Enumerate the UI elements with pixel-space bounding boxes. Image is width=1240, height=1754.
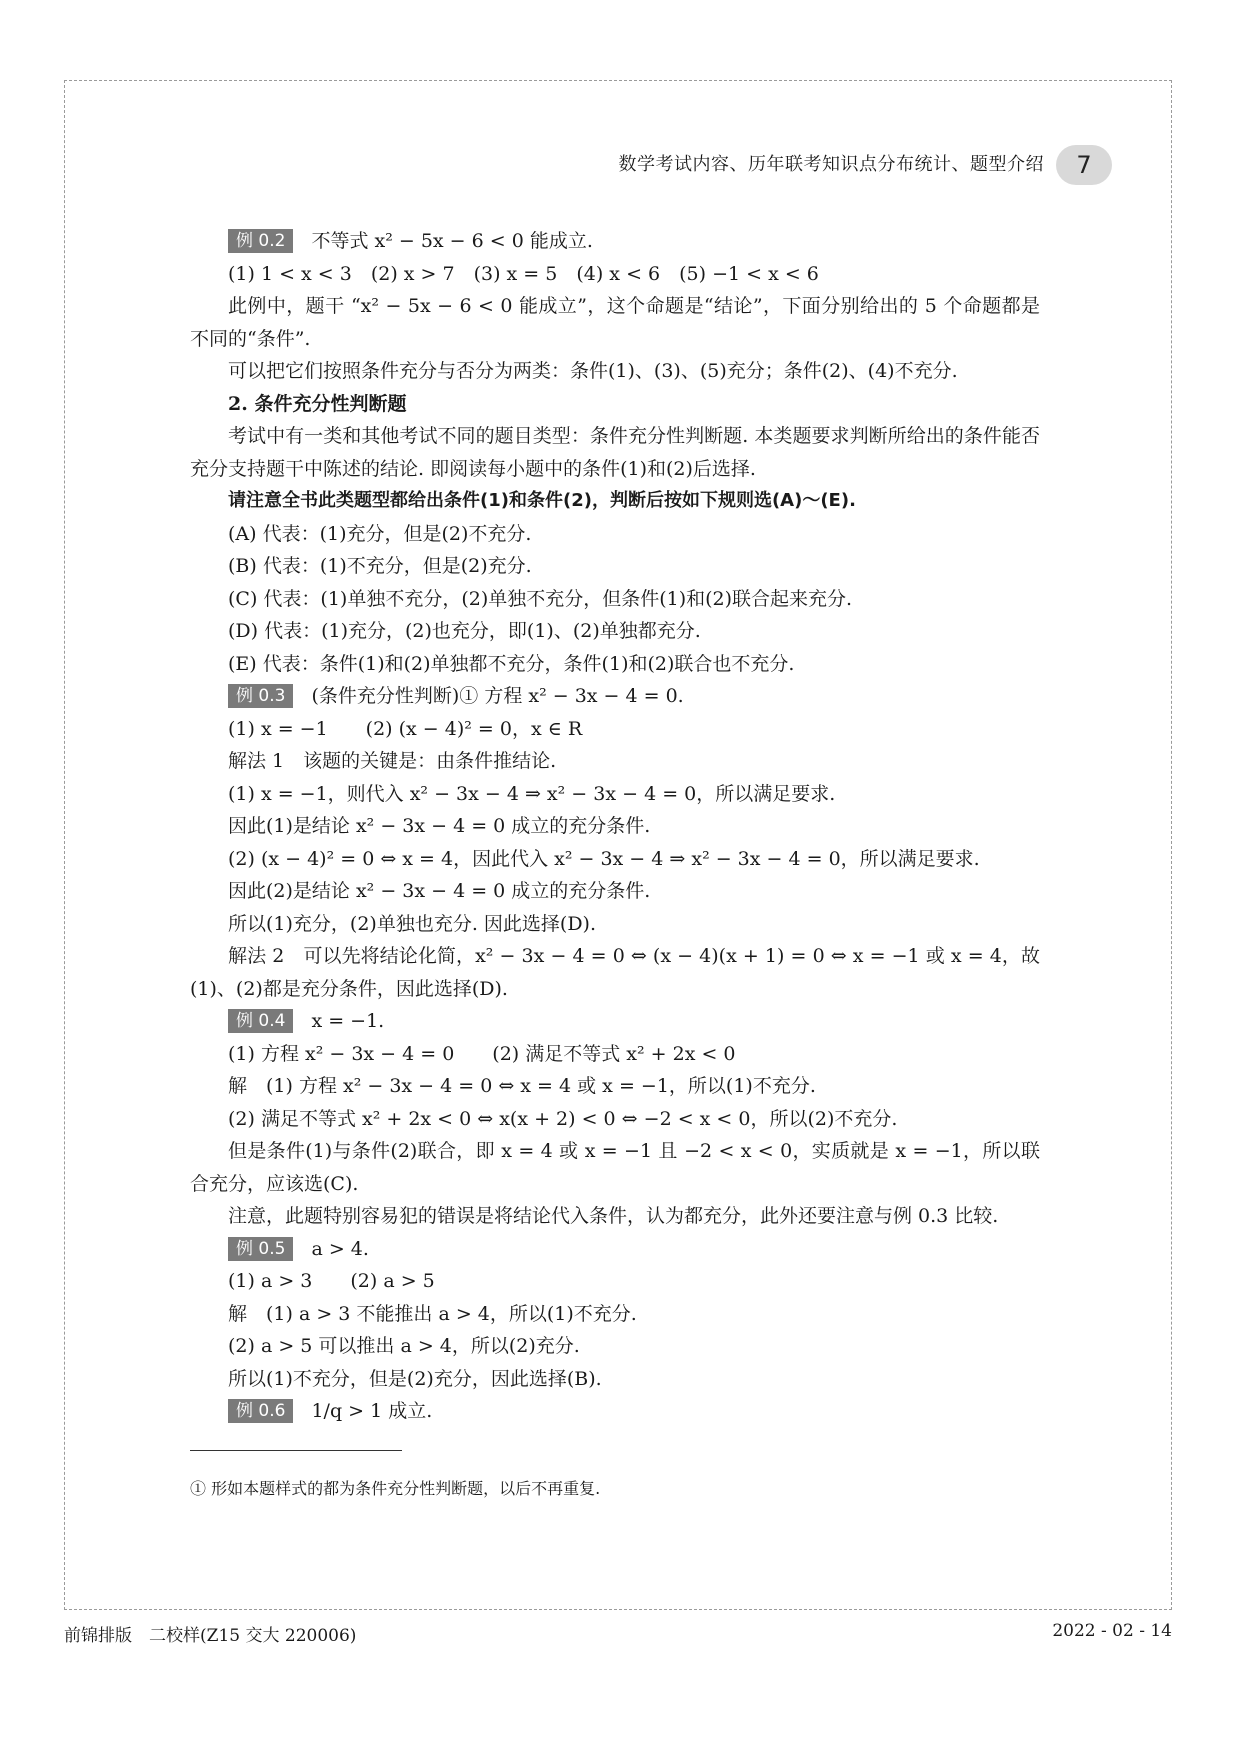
- line-text: (1) x = −1，则代入 x² − 3x − 4 ⇒ x² − 3x − 4 = 0，所以满足要求.: [228, 782, 836, 805]
- text-line: [190, 778, 1040, 811]
- line-text: 解 (1) 方程 x² − 3x − 4 = 0 ⇔ x = 4 或 x = −1，所以(1)不充分.: [228, 1075, 816, 1097]
- text-line: [190, 290, 1040, 355]
- line-text: (2) (x − 4)² = 0 ⇔ x = 4，因此代入 x² − 3x − 4 ⇒ x² − 3x − 4 = 0，所以满足要求.: [228, 847, 980, 870]
- text-line: [190, 550, 1040, 583]
- example-heading: [190, 680, 1040, 713]
- text-line: [190, 908, 1040, 941]
- example-label: 例 0.5: [228, 1237, 293, 1261]
- example-label: 例 0.4: [228, 1009, 293, 1033]
- text-line: [190, 745, 1040, 778]
- main-content: [190, 225, 1040, 1428]
- text-line: [190, 615, 1040, 648]
- example-label: 例 0.2: [228, 229, 293, 253]
- print-info: 前锦排版 二校样(Z15 交大 220006): [64, 1626, 357, 1646]
- footnote-rule: [190, 1450, 402, 1451]
- text-line: [190, 1038, 1040, 1071]
- page-number-badge: 7: [1056, 145, 1112, 185]
- footnote: ① 形如本题样式的都为条件充分性判断题，以后不再重复.: [190, 1479, 601, 1498]
- line-text: 因此(1)是结论 x² − 3x − 4 = 0 成立的充分条件.: [228, 815, 651, 837]
- text-line: [190, 1298, 1040, 1331]
- line-text: (D) 代表：(1)充分，(2)也充分，即(1)、(2)单独都充分.: [228, 620, 701, 642]
- text-line: [190, 420, 1040, 485]
- example-heading: [190, 1005, 1040, 1038]
- example-label: 例 0.6: [228, 1399, 293, 1423]
- line-text: 解 (1) a > 3 不能推出 a > 4，所以(1)不充分.: [228, 1302, 637, 1325]
- text-line: [190, 648, 1040, 681]
- line-text: 可以把它们按照条件充分与否分为两类：条件(1)、(3)、(5)充分；条件(2)、(4)不充分.: [228, 360, 958, 382]
- text-line: [190, 940, 1040, 1005]
- text-line: [190, 1070, 1040, 1103]
- line-text: 所以(1)充分，(2)单独也充分. 因此选择(D).: [228, 912, 597, 935]
- line-text: 此例中，题干 “x² − 5x − 6 < 0 能成立”，这个命题是“结论”，下面分别给出的 5 个命题都是不同的“条件”.: [190, 295, 1040, 350]
- line-text: 解法 1 该题的关键是：由条件推结论.: [228, 750, 557, 772]
- text-line: [190, 485, 1040, 518]
- line-text: 注意，此题特别容易犯的错误是将结论代入条件，认为都充分，此外还要注意与例 0.3 比较.: [228, 1205, 999, 1227]
- line-text: 2. 条件充分性判断题: [228, 392, 407, 415]
- text-line: [190, 810, 1040, 843]
- text-line: [190, 843, 1040, 876]
- line-text: a > 4.: [311, 1237, 369, 1260]
- line-text: 因此(2)是结论 x² − 3x − 4 = 0 成立的充分条件.: [228, 880, 651, 902]
- text-line: [190, 1363, 1040, 1396]
- example-heading: [190, 1395, 1040, 1428]
- print-date: 2022 - 02 - 14: [1052, 1621, 1172, 1641]
- example-heading: [190, 225, 1040, 258]
- text-line: [190, 355, 1040, 388]
- line-text: (C) 代表：(1)单独不充分，(2)单独不充分，但条件(1)和(2)联合起来充分.: [228, 587, 853, 610]
- line-text: 考试中有一类和其他考试不同的题目类型：条件充分性判断题. 本类题要求判断所给出的条件能否充分支持题干中陈述的结论. 即阅读每小题中的条件(1)和(2)后选择.: [190, 425, 1040, 480]
- line-text: (2) a > 5 可以推出 a > 4，所以(2)充分.: [228, 1335, 580, 1357]
- line-text: 解法 2 可以先将结论化简，x² − 3x − 4 = 0 ⇔ (x − 4)(x + 1) = 0 ⇔ x = −1 或 x = 4，故(1)、(2)都是充分条件，因此选择(D).: [190, 945, 1040, 1000]
- running-head: 数学考试内容、历年联考知识点分布统计、题型介绍: [618, 154, 1044, 175]
- line-text: (2) 满足不等式 x² + 2x < 0 ⇔ x(x + 2) < 0 ⇔ −2 < x < 0，所以(2)不充分.: [228, 1107, 898, 1130]
- text-line: [190, 518, 1040, 551]
- line-text: 1/q > 1 成立.: [311, 1400, 433, 1422]
- line-text: (1) 1 < x < 3 (2) x > 7 (3) x = 5 (4) x < 6 (5) −1 < x < 6: [228, 262, 819, 285]
- line-text: 请注意全书此类题型都给出条件(1)和条件(2)，判断后按如下规则选(A)～(E).: [228, 490, 856, 511]
- line-text: (A) 代表：(1)充分，但是(2)不充分.: [228, 522, 532, 545]
- text-line: [190, 713, 1040, 746]
- line-text: (1) 方程 x² − 3x − 4 = 0 (2) 满足不等式 x² + 2x < 0: [228, 1042, 736, 1065]
- text-line: [190, 1200, 1040, 1233]
- line-text: (1) a > 3 (2) a > 5: [228, 1270, 435, 1292]
- example-heading: [190, 1233, 1040, 1266]
- line-text: 但是条件(1)与条件(2)联合，即 x = 4 或 x = −1 且 −2 < x < 0，实质就是 x = −1，所以联合充分，应该选(C).: [190, 1140, 1040, 1195]
- line-text: x = −1.: [311, 1010, 385, 1032]
- text-line: [190, 1103, 1040, 1136]
- line-text: 所以(1)不充分，但是(2)充分，因此选择(B).: [228, 1367, 602, 1390]
- example-label: 例 0.3: [228, 684, 293, 708]
- text-line: [190, 1265, 1040, 1298]
- text-line: [190, 258, 1040, 291]
- text-line: [190, 583, 1040, 616]
- text-line: [190, 875, 1040, 908]
- line-text: (1) x = −1 (2) (x − 4)² = 0，x ∈ R: [228, 717, 583, 740]
- line-text: (E) 代表：条件(1)和(2)单独都不充分，条件(1)和(2)联合也不充分.: [228, 652, 795, 675]
- text-line: [190, 388, 1040, 421]
- line-text: (条件充分性判断)① 方程 x² − 3x − 4 = 0.: [311, 685, 684, 707]
- text-line: [190, 1330, 1040, 1363]
- line-text: 不等式 x² − 5x − 6 < 0 能成立.: [311, 230, 593, 252]
- text-line: [190, 1135, 1040, 1200]
- line-text: (B) 代表：(1)不充分，但是(2)充分.: [228, 555, 532, 577]
